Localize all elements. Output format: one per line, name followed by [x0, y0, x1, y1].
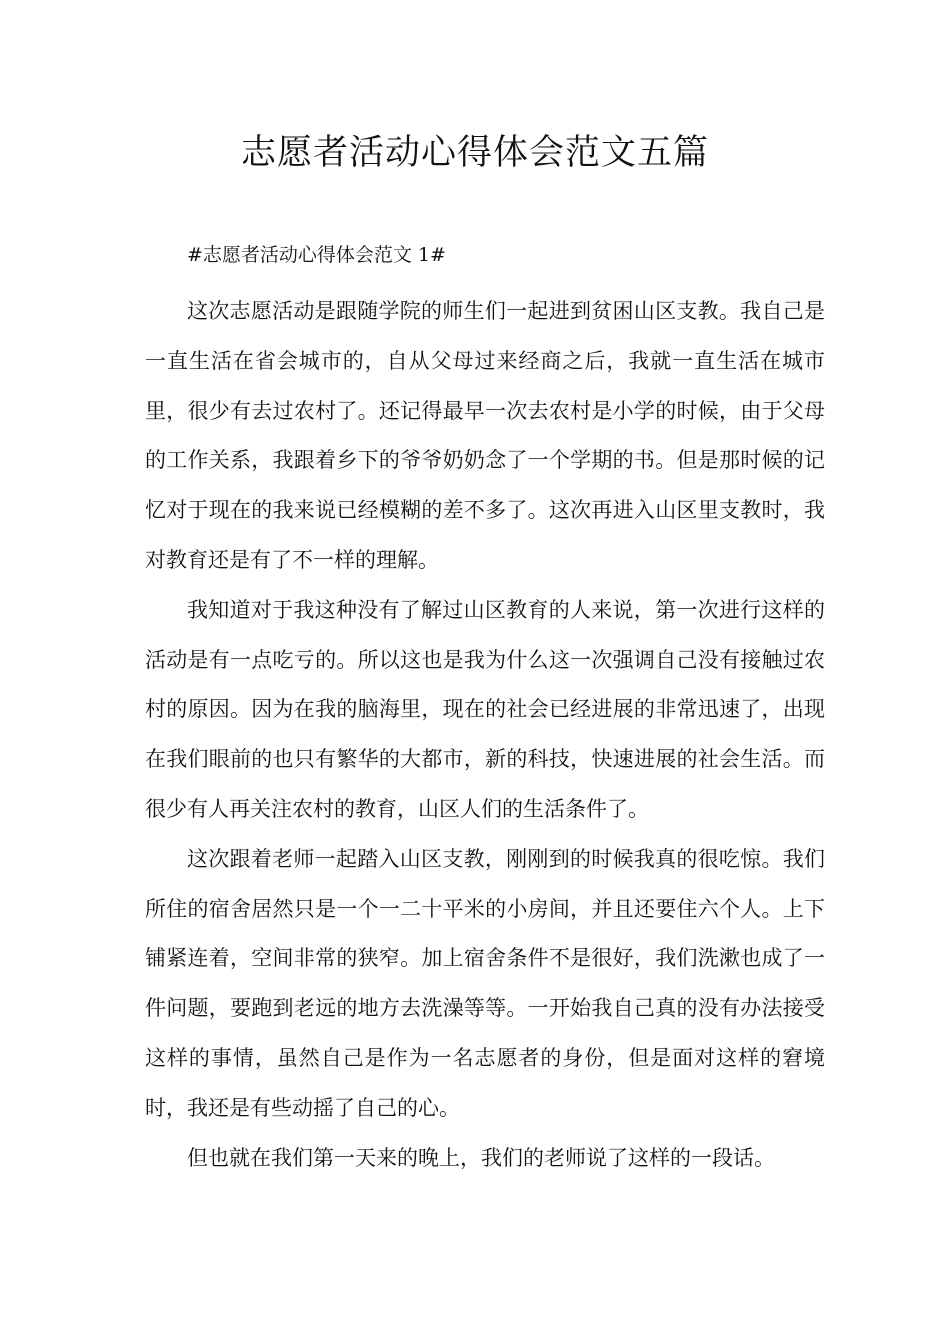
- section-heading: #志愿者活动心得体会范文 1#: [187, 244, 446, 266]
- document-body: [145, 236, 825, 1183]
- paragraph-4: 但也就在我们第一天来的晚上，我们的老师说了这样的一段话。: [187, 1145, 775, 1170]
- paragraph-1: 这次志愿活动是跟随学院的师生们一起进到贫困山区支教。我自己是一直生活在省会城市的，自从父母过来经商之后，我就一直生活在城市里，很少有去过农村了。还记得最早一次去农村是小学的时候，由于父母的工作关系，我跟着乡下的爷爷奶奶念了一个学期的书。但是那时候的记忆对于现在的我来说已经模糊的差不多了。这次再进入山区里支教时，我对教育还是有了不一样的理解。: [145, 299, 825, 572]
- paragraph-2: 我知道对于我这种没有了解过山区教育的人来说，第一次进行这样的活动是有一点吃亏的。所以这也是我为什么这一次强调自己没有接触过农村的原因。因为在我的脑海里，现在的社会已经进展的非常迅速了，出现在我们眼前的也只有繁华的大都市，新的科技，快速进展的社会生活。而很少有人再关注农村的教育，山区人们的生活条件了。: [145, 597, 825, 821]
- document-title: 志愿者活动心得体会范文五篇: [240, 133, 709, 173]
- paragraph-3: 这次跟着老师一起踏入山区支教，刚刚到的时候我真的很吃惊。我们所住的宿舍居然只是一个一二十平米的小房间，并且还要住六个人。上下铺紧连着，空间非常的狭窄。加上宿舍条件不是很好，我们洗漱也成了一件问题，要跑到老远的地方去洗澡等等。一开始我自己真的没有办法接受这样的事情，虽然自己是作为一名志愿者的身份，但是面对这样的窘境时，我还是有些动摇了自己的心。: [145, 846, 825, 1120]
